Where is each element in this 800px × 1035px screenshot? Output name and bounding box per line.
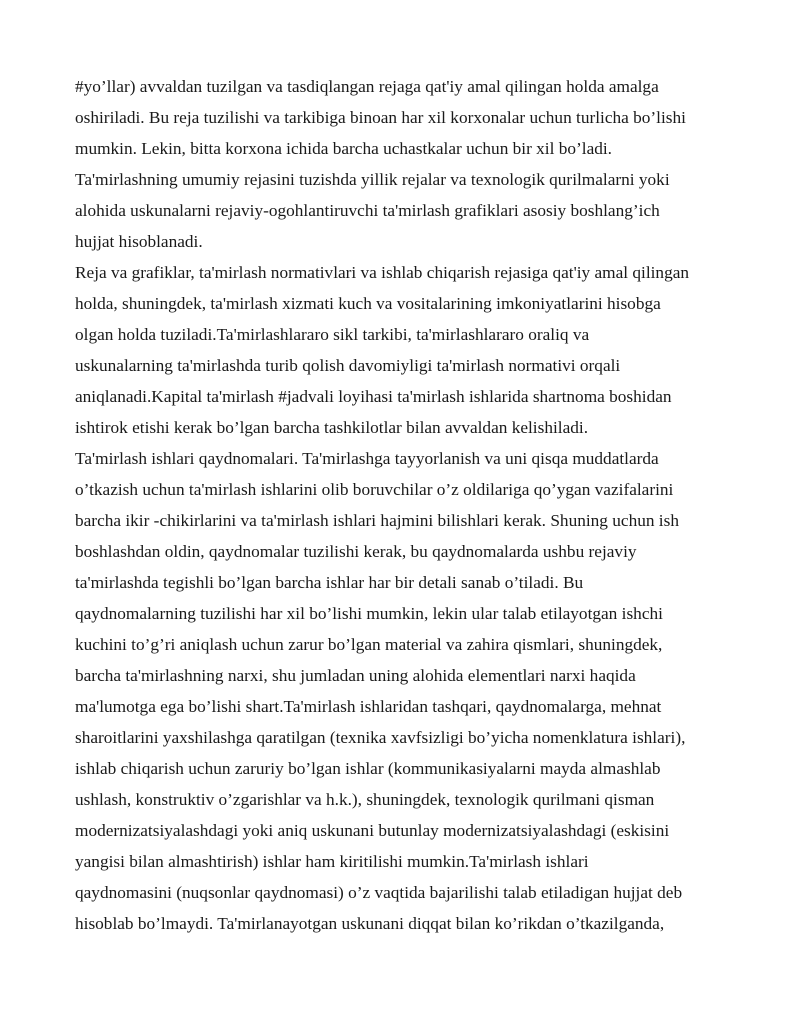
text-line: qaydnomalarning tuzilishi har xil bo’lishi mumkin, lekin ular talab etilayotgan ishchi (75, 604, 663, 623)
text-line: Ta'mirlash ishlari qaydnomalari. Ta'mirlashga tayyorlanish va uni qisqa muddatlarda (75, 449, 659, 468)
text-line: hujjat hisoblanadi. (75, 232, 203, 251)
text-line: hisoblab bo’lmaydi. Ta'mirlanayotgan uskunani diqqat bilan ko’rikdan o’tkazilganda, (75, 914, 665, 933)
text-line: Ta'mirlashning umumiy rejasini tuzishda yillik rejalar va texnologik qurilmalarni yoki (75, 170, 670, 189)
text-line: mumkin. Lekin, bitta korxona ichida barcha uchastkalar uchun bir xil bo’ladi. (75, 139, 613, 158)
text-line: ishlab chiqarish uchun zaruriy bo’lgan ishlar (kommunikasiyalarni mayda almashlab (75, 759, 661, 778)
text-line: ushlash, konstruktiv o’zgarishlar va h.k.), shuningdek, texnologik qurilmani qisman (75, 790, 655, 809)
text-line: barcha ikir -chikirlarini va ta'mirlash ishlari hajmini bilishlari kerak. Shuning uchun ish (75, 511, 679, 530)
text-line: qaydnomasini (nuqsonlar qaydnomasi) o’z vaqtida bajarilishi talab etiladigan hujjat deb (75, 883, 683, 902)
text-line: boshlashdan oldin, qaydnomalar tuzilishi kerak, bu qaydnomalarda ushbu rejaviy (75, 542, 637, 561)
text-line: olgan holda tuziladi.Ta'mirlashlararo sikl tarkibi, ta'mirlashlararo oraliq va (75, 325, 590, 344)
text-line: uskunalarning ta'mirlashda turib qolish davomiyligi ta'mirlash normativi orqali (75, 356, 621, 375)
text-line: modernizatsiyalashdagi yoki aniq uskunani butunlay modernizatsiyalashdagi (eskisini (75, 821, 670, 840)
text-line: yangisi bilan almashtirish) ishlar ham kiritilishi mumkin.Ta'mirlash ishlari (75, 852, 589, 871)
text-line: oshiriladi. Bu reja tuzilishi va tarkibiga binoan har xil korxonalar uchun turlicha bo’lishi (75, 108, 686, 127)
text-line: sharoitlarini yaxshilashga qaratilgan (texnika xavfsizligi bo’yicha nomenklatura ishlari), (75, 728, 686, 747)
text-line: aniqlanadi.Kapital ta'mirlash #jadvali loyihasi ta'mirlash ishlarida shartnoma boshidan (75, 387, 672, 406)
text-line: holda, shuningdek, ta'mirlash xizmati kuch va vositalarining imkoniyatlarini hisobga (75, 294, 661, 313)
text-line: kuchini to’g’ri aniqlash uchun zarur bo’lgan material va zahira qismlari, shuningdek, (75, 635, 663, 654)
text-line: ishtirok etishi kerak bo’lgan barcha tashkilotlar bilan avvaldan kelishiladi. (75, 418, 589, 437)
text-line: alohida uskunalarni rejaviy-ogohlantiruvchi ta'mirlash grafiklari asosiy boshlang’ich (75, 201, 660, 220)
text-line: #yo’llar) avvaldan tuzilgan va tasdiqlangan rejaga qat'iy amal qilingan holda amalga (75, 77, 659, 96)
text-line: barcha ta'mirlashning narxi, shu jumladan uning alohida elementlari narxi haqida (75, 666, 636, 685)
text-line: o’tkazish uchun ta'mirlash ishlarini olib boruvchilar o’z oldilariga qo’ygan vazifalarini (75, 480, 674, 499)
text-line: Reja va grafiklar, ta'mirlash normativlari va ishlab chiqarish rejasiga qat'iy amal qilingan (75, 263, 690, 282)
text-line: ma'lumotga ega bo’lishi shart.Ta'mirlash ishlaridan tashqari, qaydnomalarga, mehnat (75, 697, 662, 716)
document-body (75, 71, 735, 939)
text-line: ta'mirlashda tegishli bo’lgan barcha ishlar har bir detali sanab o’tiladi. Bu (75, 573, 584, 592)
